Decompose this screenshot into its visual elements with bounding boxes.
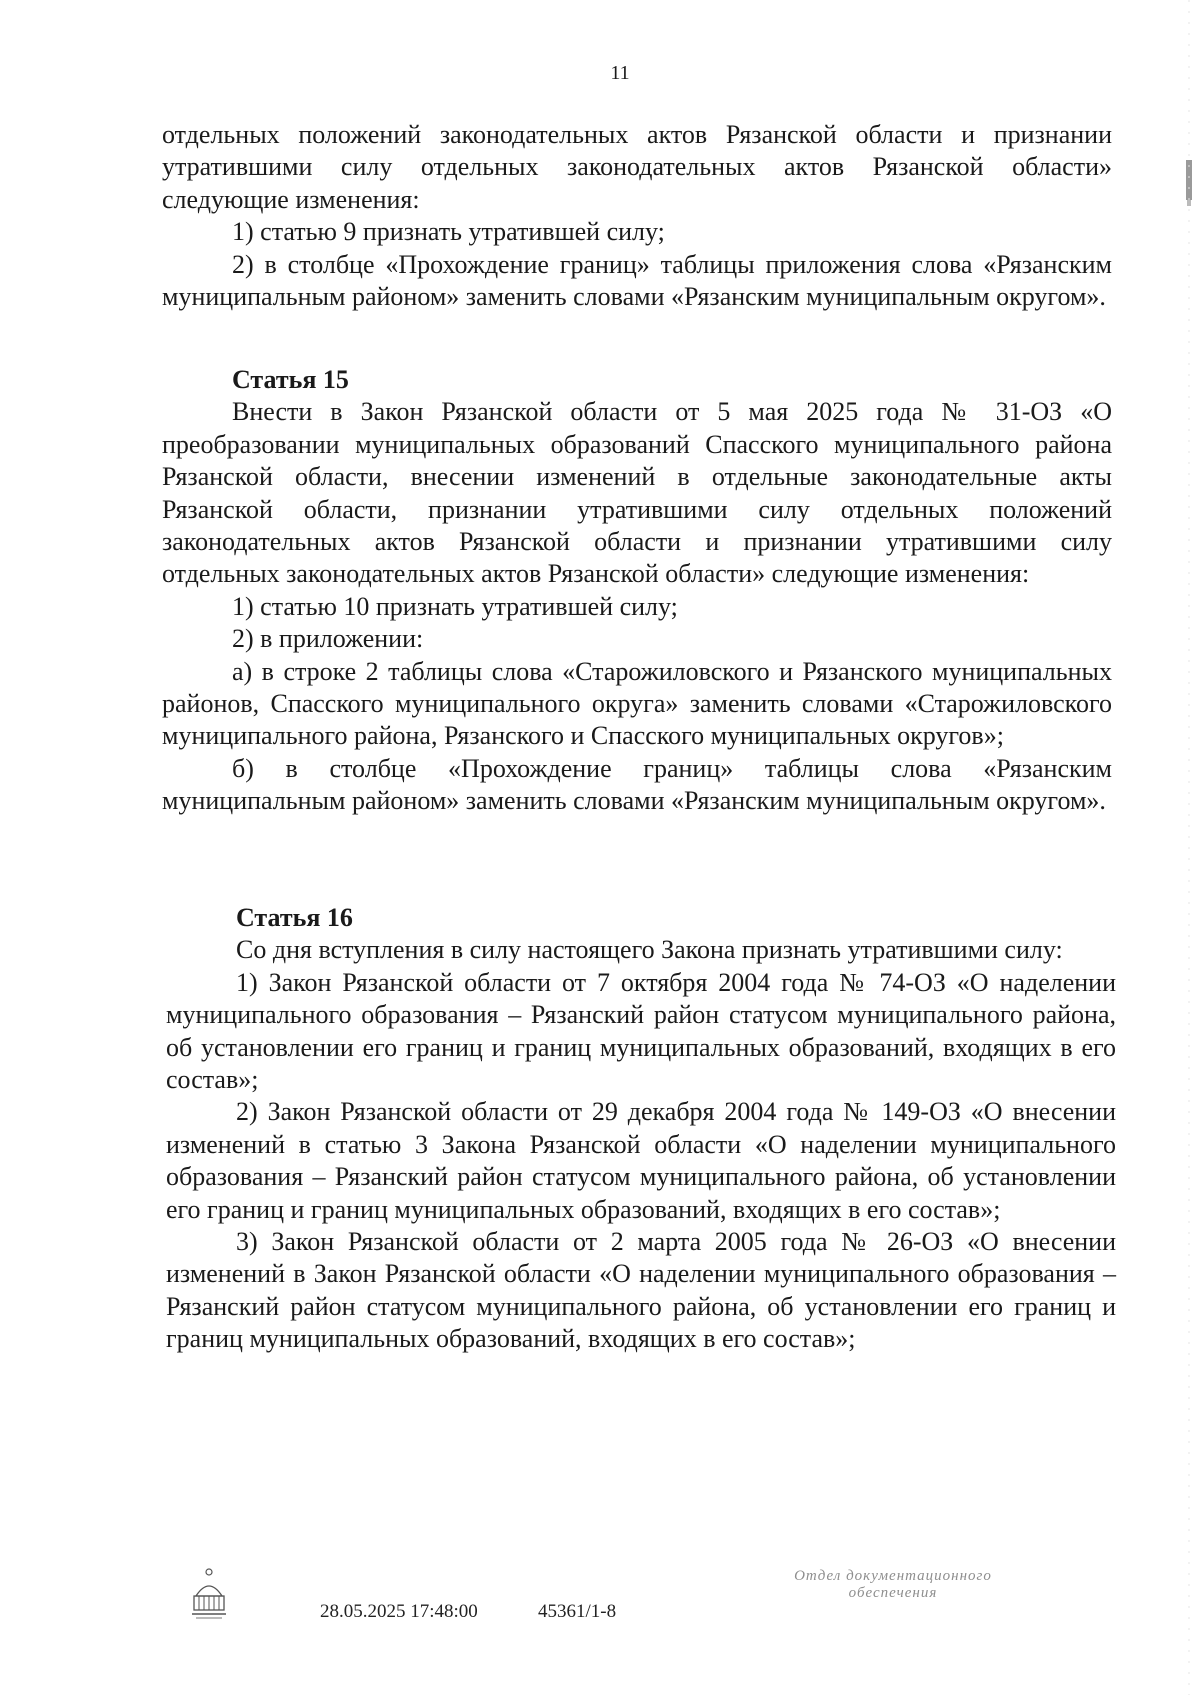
article-15-paragraph: Внести в Закон Рязанской области от 5 мая 2025 года № 31-ОЗ «О преобразовании муниципальных образований Спасского муниципального района Рязанской области, внесении изменений в отдельные законодательные акты Рязанской области, признании утратившими силу отдельных положений законодательных актов Рязанской области и признании утратившими силу отдельных законодательных актов Рязанской области» следующие изменения:	[162, 397, 1112, 589]
article-15-item-2b: б) в столбце «Прохождение границ» таблицы слова «Рязанским муниципальным районом» заменить словами «Рязанским муниципальным округом».	[162, 753, 1112, 816]
article-15-section	[162, 364, 1112, 818]
stamp-line-1: Отдел документационного	[794, 1568, 992, 1584]
stamp-line-2: обеспечения	[848, 1585, 938, 1601]
emblem-icon	[188, 1566, 230, 1622]
article-15-item-1: 1) статью 10 признать утратившей силу;	[232, 591, 678, 621]
article-16-paragraph: Со дня вступления в силу настоящего Закона признать утратившими силу:	[236, 935, 1063, 965]
intro-section	[162, 119, 1112, 313]
article-15-item-2a: а) в строке 2 таблицы слова «Старожиловского и Рязанского муниципальных районов, Спасского муниципального округа» заменить словами «Старожиловского муниципального района, Рязанского и Спасского муниципальных округов»;	[162, 656, 1112, 751]
article-16-item-2: 2) Закон Рязанской области от 29 декабря 2004 года № 149-ОЗ «О внесении изменений в статью 3 Закона Рязанской области «О наделении муниципального образования – Рязанский район статусом муниципального района, об установлении его границ и границ муниципальных образований, входящих в его состав»;	[166, 1097, 1116, 1224]
article-15-heading: Статья 15	[232, 365, 349, 394]
article-16-section	[166, 902, 1116, 1356]
footer-doc-code: 45361/1-8	[538, 1601, 617, 1622]
intro-continuation: отдельных положений законодательных актов Рязанской области и признании утратившими силу отдельных законодательных актов Рязанской области» следующие изменения:	[162, 120, 1112, 214]
department-stamp	[758, 1568, 1028, 1602]
article-16-item-1: 1) Закон Рязанской области от 7 октября 2004 года № 74-ОЗ «О наделении муниципального образования – Рязанский район статусом муниципального района, об установлении его границ и границ муниципальных образований, входящих в его состав»;	[166, 967, 1116, 1095]
footer-timestamp: 28.05.2025 17:48:00	[320, 1601, 478, 1622]
article-15-item-2: 2) в приложении:	[232, 624, 424, 654]
article-16-heading: Статья 16	[236, 903, 353, 932]
page-number: 11	[610, 62, 630, 84]
article-16-item-3: 3) Закон Рязанской области от 2 марта 2005 года № 26-ОЗ «О внесении изменений в Закон Рязанской области «О наделении муниципального образования – Рязанский район статусом муниципального района, об установлении его границ и границ муниципальных образований, входящих в его состав»;	[166, 1227, 1116, 1354]
intro-item-2: 2) в столбце «Прохождение границ» таблицы приложения слова «Рязанским муниципальным районом» заменить словами «Рязанским муниципальным округом».	[162, 249, 1112, 312]
intro-item-1: 1) статью 9 признать утратившей силу;	[232, 217, 665, 247]
scan-edge-marks	[1178, 0, 1200, 1695]
